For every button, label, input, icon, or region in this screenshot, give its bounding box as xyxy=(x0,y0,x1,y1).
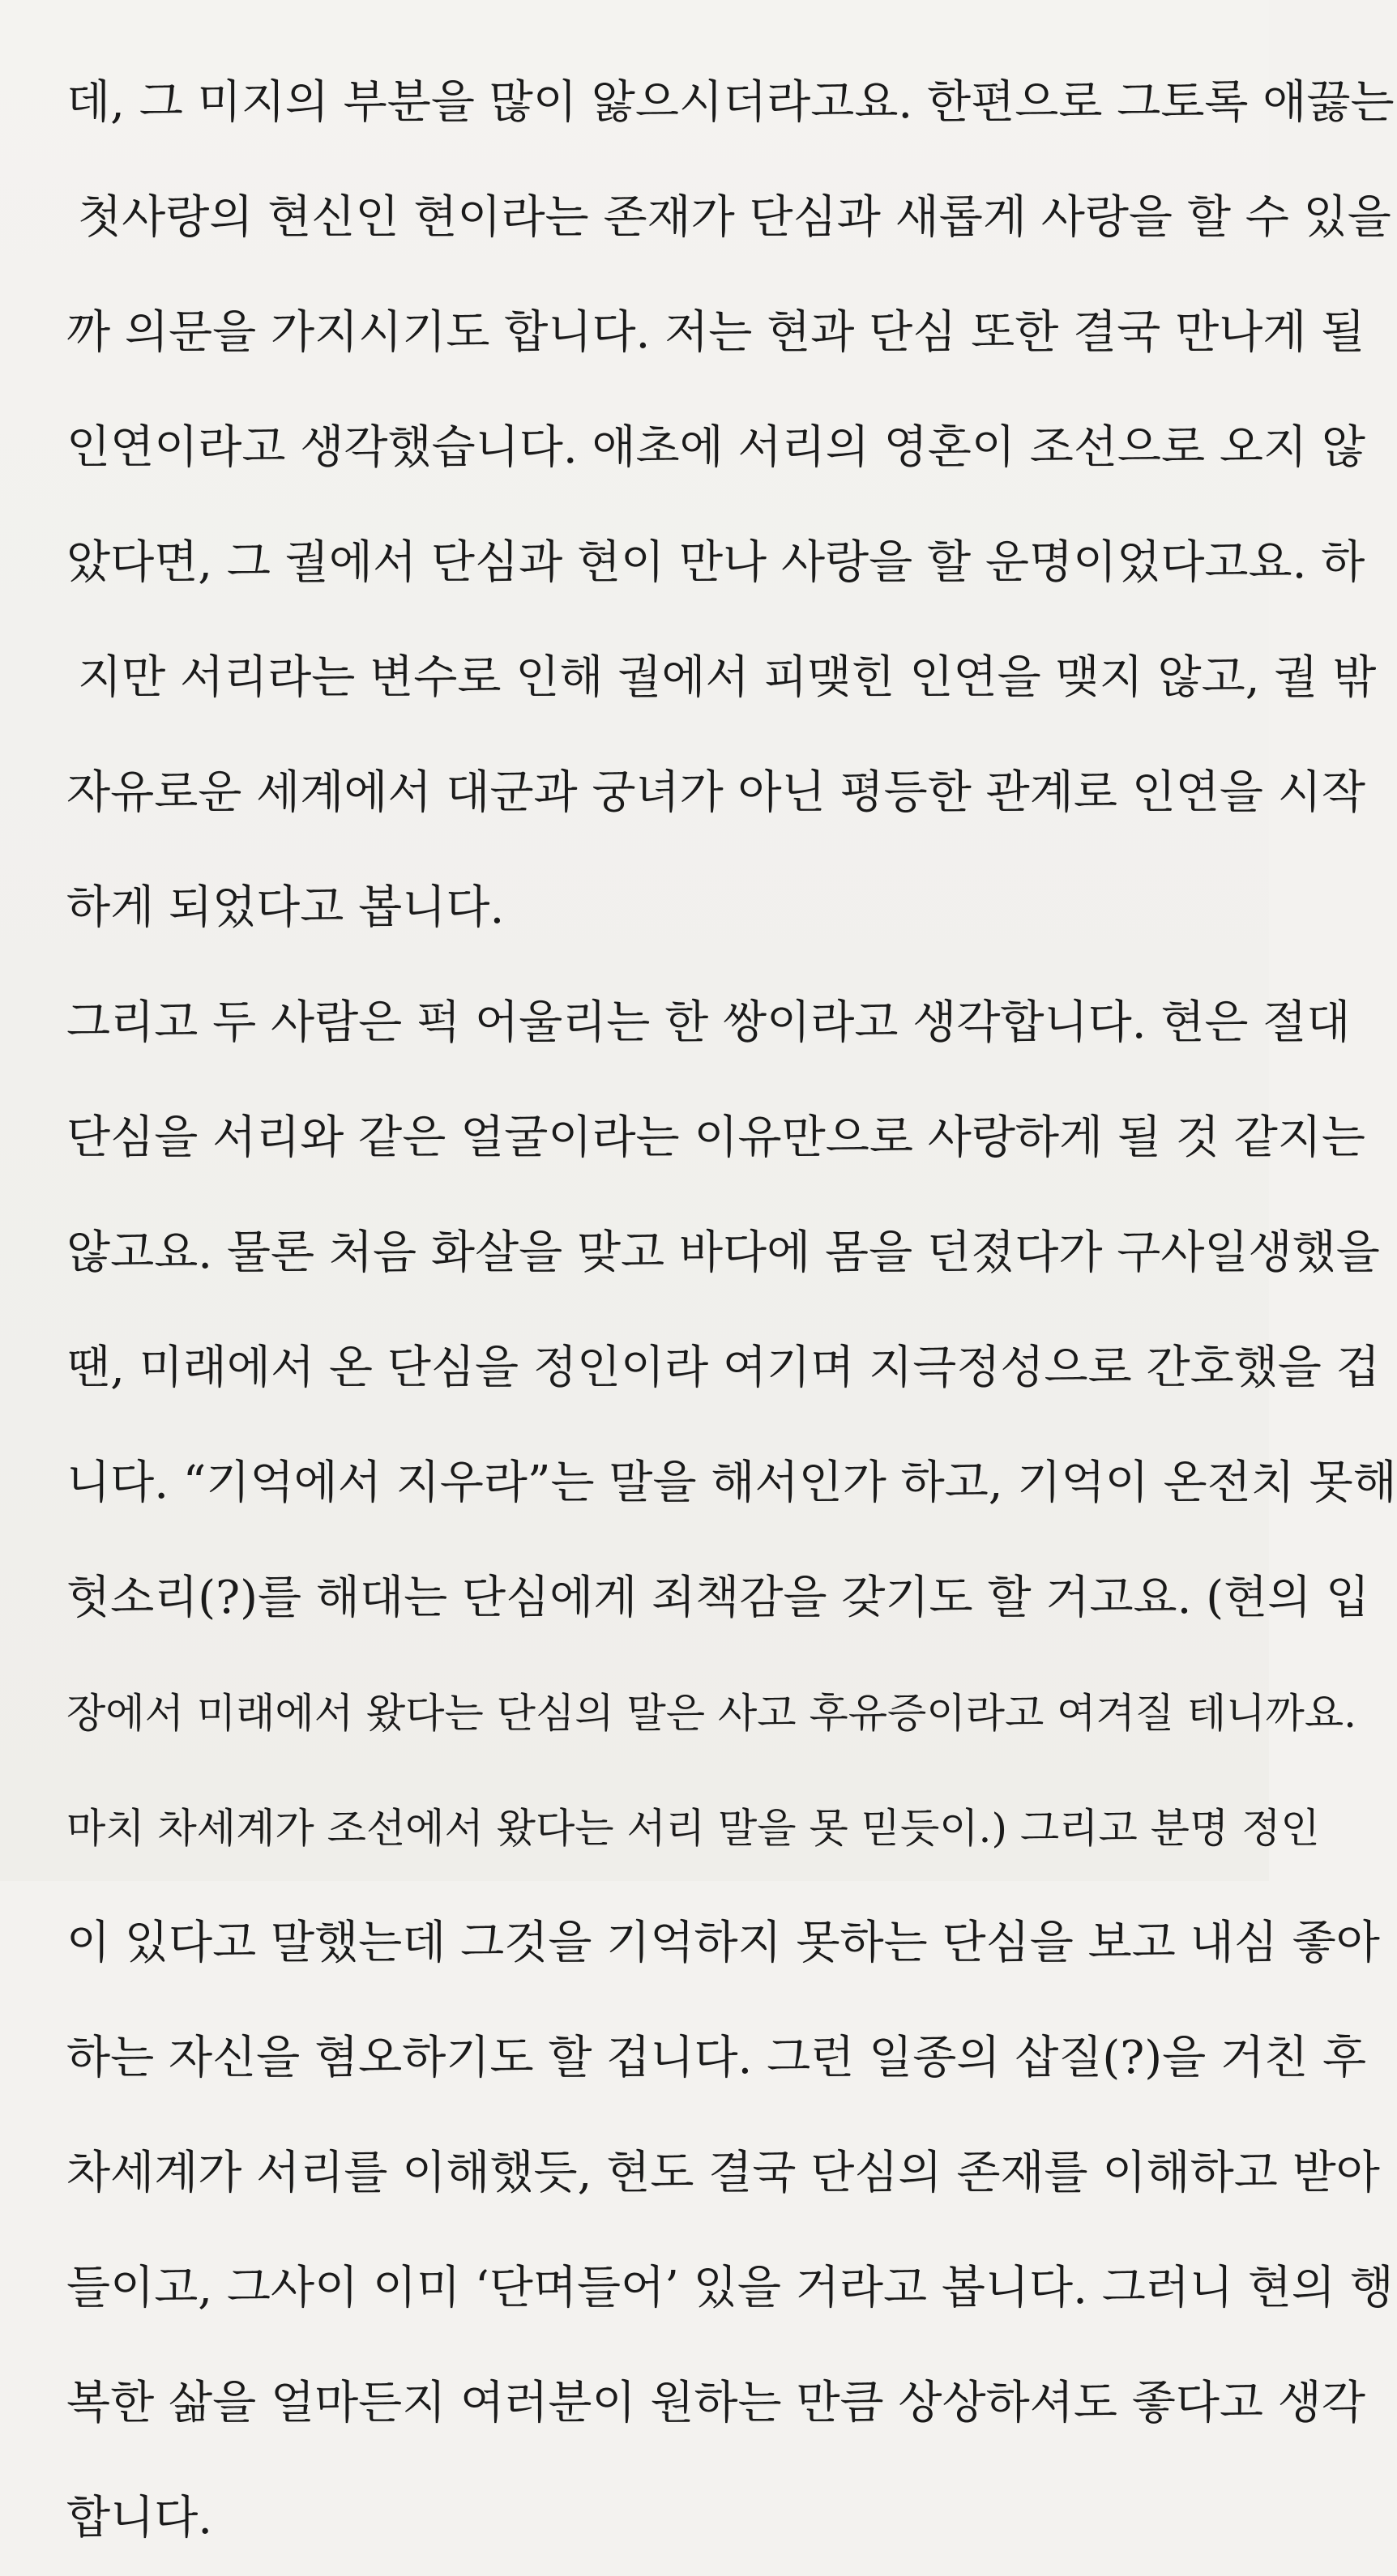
text-line-5: 았다면, 그 궐에서 단심과 현이 만나 사랑을 할 운명이었다고요. 하 xyxy=(66,536,1365,589)
text-line-6: 지만 서리라는 변수로 인해 궐에서 피맺힌 인연을 맺지 않고, 궐 밖 xyxy=(78,651,1377,704)
text-line-7: 자유로운 세계에서 대군과 궁녀가 아닌 평등한 관계로 인연을 시작 xyxy=(66,766,1365,819)
text-line-19: 차세계가 서리를 이해했듯, 현도 결국 단심의 존재를 이해하고 받아 xyxy=(66,2147,1380,2199)
text-line-1: 데, 그 미지의 부분을 많이 앓으시더라고요. 한편으로 그토록 애끓는 xyxy=(66,76,1395,129)
text-line-2: 첫사랑의 현신인 현이라는 존재가 단심과 새롭게 사랑을 할 수 있을 xyxy=(78,191,1391,244)
text-line-18: 하는 자신을 혐오하기도 할 겁니다. 그런 일종의 삽질(?)을 거친 후 xyxy=(66,2032,1367,2084)
text-line-13: 니다. “기억에서 지우라”는 말을 해서인가 하고, 기억이 온전치 못해 xyxy=(66,1456,1397,1509)
text-line-10: 단심을 서리와 같은 얼굴이라는 이유만으로 사랑하게 될 것 같지는 xyxy=(66,1111,1365,1164)
text-line-15: 장에서 미래에서 왔다는 단심의 말은 사고 후유증이라고 여겨질 테니까요. xyxy=(66,1690,1357,1737)
text-line-12: 땐, 미래에서 온 단심을 정인이라 여기며 지극정성으로 간호했을 겁 xyxy=(66,1341,1380,1394)
text-line-9: 그리고 두 사람은 퍽 어울리는 한 쌍이라고 생각합니다. 현은 절대 xyxy=(66,996,1351,1049)
text-line-4: 인연이라고 생각했습니다. 애초에 서리의 영혼이 조선으로 오지 않 xyxy=(66,421,1365,474)
text-line-21: 복한 삶을 얼마든지 여러분이 원하는 만큼 상상하셔도 좋다고 생각 xyxy=(66,2377,1365,2429)
text-line-11: 않고요. 물론 처음 화살을 맞고 바다에 몸을 던졌다가 구사일생했을 xyxy=(66,1226,1380,1279)
text-line-16: 마치 차세계가 조선에서 왔다는 서리 말을 못 믿듯이.) 그리고 분명 정인 xyxy=(66,1805,1320,1852)
text-line-17: 이 있다고 말했는데 그것을 기억하지 못하는 단심을 보고 내심 좋아 xyxy=(66,1917,1380,1969)
text-line-22: 합니다. xyxy=(66,2492,213,2544)
body-text xyxy=(66,45,1397,2576)
text-line-8: 하게 되었다고 봅니다. xyxy=(66,881,505,934)
text-line-20: 들이고, 그사이 이미 ‘단며들어’ 있을 거라고 봅니다. 그러니 현의 행 xyxy=(66,2262,1394,2314)
text-line-14: 헛소리(?)를 해대는 단심에게 죄책감을 갖기도 할 거고요. (현의 입 xyxy=(66,1572,1370,1624)
text-line-3: 까 의문을 가지시기도 합니다. 저는 현과 단심 또한 결국 만나게 될 xyxy=(66,306,1365,359)
